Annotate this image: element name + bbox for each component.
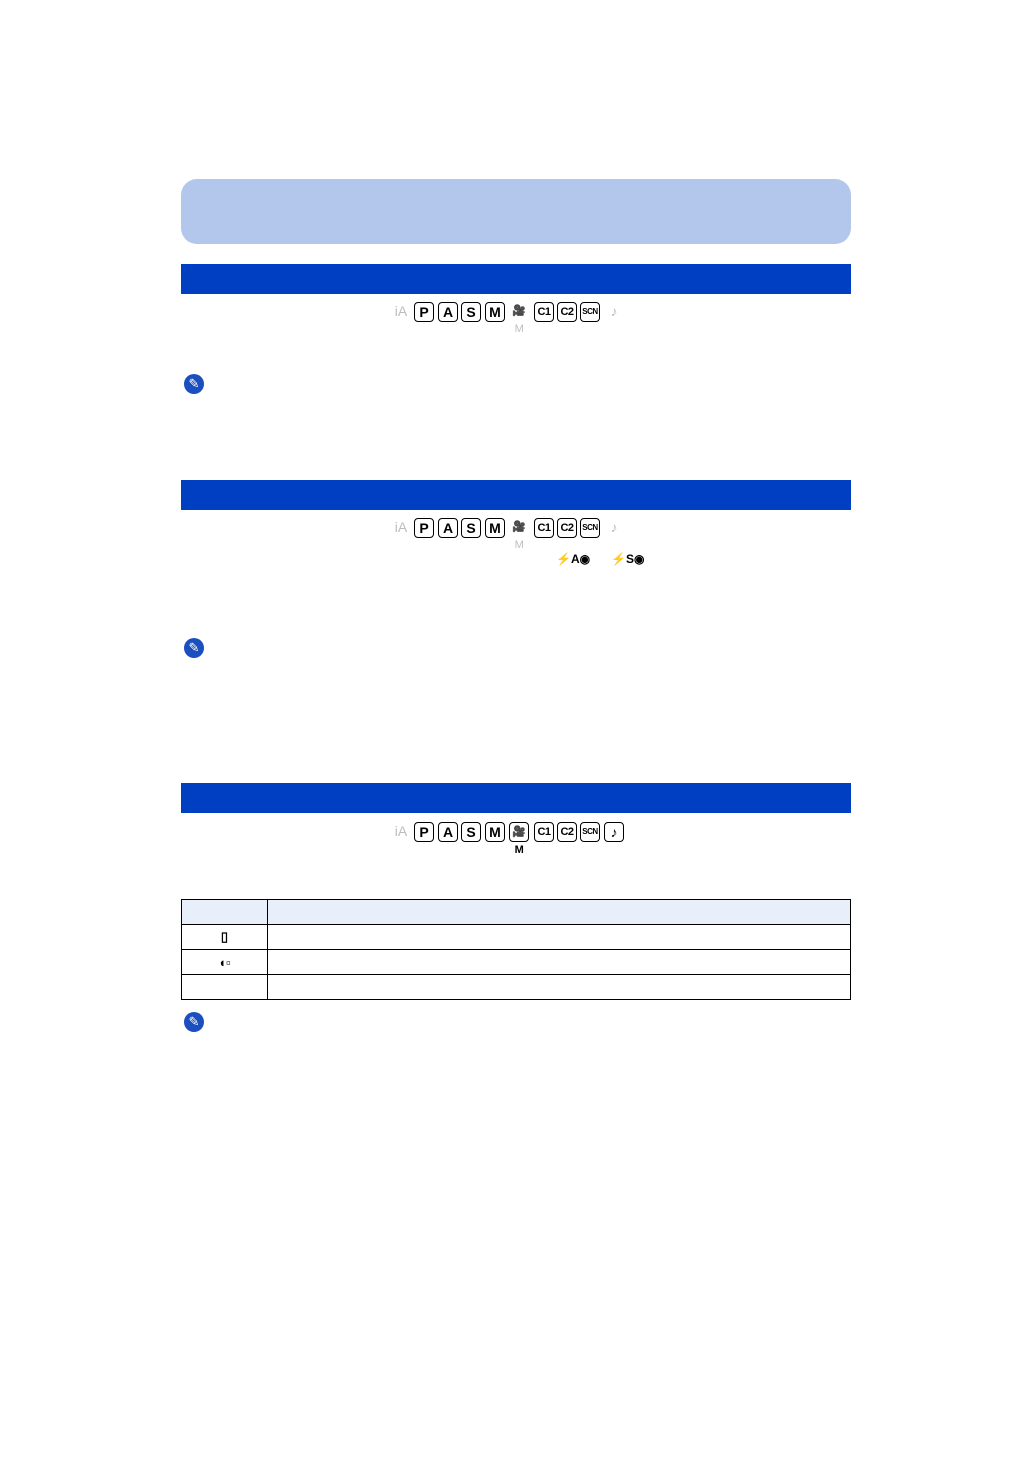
c1-mode-icon: C1	[534, 518, 554, 538]
mode-icons-2	[391, 518, 631, 551]
p-mode-icon: P	[414, 822, 434, 842]
page-title-banner	[181, 179, 851, 244]
settings-table	[181, 899, 851, 1000]
c2-mode-icon: C2	[557, 822, 577, 842]
c2-mode-icon: C2	[557, 518, 577, 538]
table-row	[182, 950, 851, 975]
flash-slow-red-eye-icon: ⚡S◉	[611, 552, 645, 566]
table-row	[182, 975, 851, 1000]
c2-mode-icon: C2	[557, 302, 577, 322]
section-header-2	[181, 480, 851, 510]
a-mode-icon: A	[438, 302, 458, 322]
s-mode-icon: S	[461, 518, 481, 538]
a-mode-icon: A	[438, 822, 458, 842]
s-mode-icon: S	[461, 302, 481, 322]
movie-mode-icon: 🎥M	[509, 518, 529, 538]
lens-body-icon: ◖▫	[218, 954, 231, 970]
s-mode-icon: S	[461, 822, 481, 842]
scn-mode-icon: SCN	[580, 302, 600, 322]
p-mode-icon: P	[414, 518, 434, 538]
m-mode-icon: M	[485, 518, 505, 538]
table-row	[182, 925, 851, 950]
c1-mode-icon: C1	[534, 822, 554, 842]
movie-mode-icon: 🎥M	[509, 822, 529, 842]
m-mode-icon: M	[485, 302, 505, 322]
creative-control-mode-icon: ♪	[604, 518, 624, 538]
ia-mode-icon: iA	[391, 822, 411, 842]
section-header-1	[181, 264, 851, 294]
creative-control-mode-icon: ♪	[604, 302, 624, 322]
note-pencil-icon: ✎	[184, 1012, 204, 1032]
section-header-3	[181, 783, 851, 813]
m-mode-icon: M	[485, 822, 505, 842]
table-header-row	[182, 900, 851, 925]
mode-icons-1	[391, 302, 631, 335]
note-pencil-icon: ✎	[184, 374, 204, 394]
c1-mode-icon: C1	[534, 302, 554, 322]
movie-mode-icon: 🎥M	[509, 302, 529, 322]
p-mode-icon: P	[414, 302, 434, 322]
ia-mode-icon: iA	[391, 302, 411, 322]
battery-grip-icon: ▯	[220, 929, 229, 944]
mode-icons-3	[391, 822, 631, 856]
a-mode-icon: A	[438, 518, 458, 538]
scn-mode-icon: SCN	[580, 822, 600, 842]
creative-control-mode-icon: ♪	[604, 822, 624, 842]
ia-mode-icon: iA	[391, 518, 411, 538]
flash-auto-red-eye-icon: ⚡A◉	[556, 552, 591, 566]
scn-mode-icon: SCN	[580, 518, 600, 538]
note-pencil-icon: ✎	[184, 638, 204, 658]
